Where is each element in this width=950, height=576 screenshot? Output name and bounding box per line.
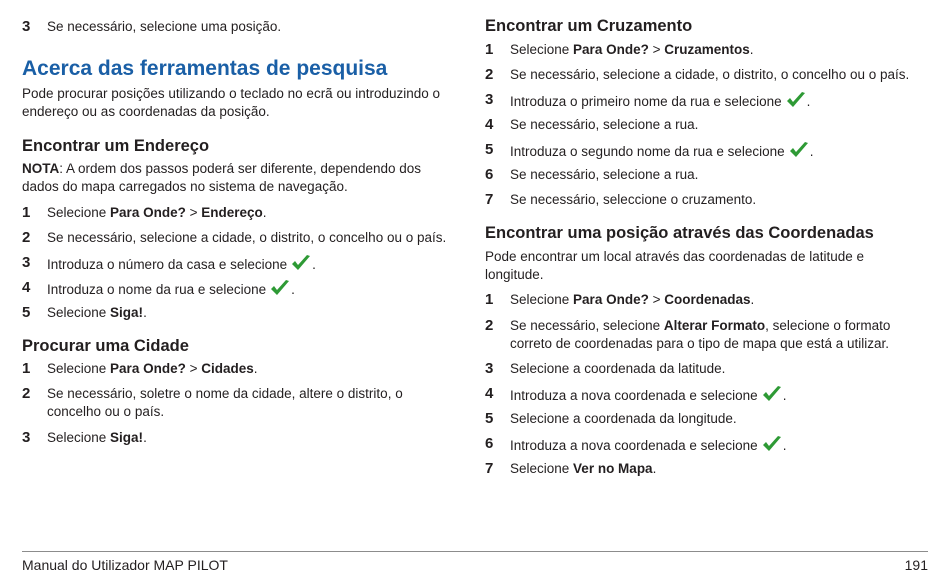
- menu-para-onde: Para Onde?: [573, 292, 649, 307]
- coordinates-step-7: [485, 460, 656, 478]
- coordinates-step-3: [485, 360, 725, 378]
- coordinates-intro: Pode encontrar um local através das coordenadas de latitude e longitude.: [485, 249, 864, 282]
- step-number: 3: [485, 91, 494, 108]
- step-text: Selecione a coordenada da latitude.: [510, 361, 726, 376]
- separator: >: [185, 361, 202, 376]
- step-number: 3: [485, 360, 494, 377]
- menu-para-onde: Para Onde?: [110, 205, 186, 220]
- punct: .: [253, 361, 258, 376]
- punct: .: [809, 144, 814, 159]
- step-number: 2: [485, 317, 494, 334]
- step-text: Se necessário, selecione a rua.: [510, 167, 699, 182]
- step-number: 4: [485, 385, 494, 402]
- step-text: Introduza o nome da rua e selecione: [47, 282, 267, 297]
- step-text: Selecione: [47, 430, 111, 445]
- punct: .: [750, 292, 755, 307]
- city-step-1: [22, 360, 258, 378]
- step-number: 3: [22, 18, 31, 35]
- punct: .: [782, 388, 787, 403]
- step-text: Introduza o segundo nome da rua e selecione: [510, 144, 785, 159]
- address-note: [22, 160, 452, 196]
- step-number: 5: [485, 141, 494, 158]
- coordinates-step-2: [485, 317, 925, 353]
- step-text: Se necessário, selecione a rua.: [510, 117, 699, 132]
- step-number: 4: [22, 279, 31, 296]
- step-text: Selecione: [47, 205, 111, 220]
- menu-siga: Siga!: [110, 305, 144, 320]
- city-title: Procurar uma Cidade: [22, 337, 189, 355]
- punct: .: [652, 461, 657, 476]
- intersection-step-1: [485, 41, 950, 59]
- punct: .: [312, 257, 316, 272]
- manual-title: Manual do Utilizador MAP PILOT: [22, 557, 228, 573]
- step-number: 3: [22, 254, 31, 271]
- punct: .: [262, 205, 267, 220]
- intersection-title: Encontrar um Cruzamento: [485, 17, 693, 35]
- step-text-rest: , selecione o formato correto de coordenadas para o tipo de mapa que está a utilizar.: [510, 318, 891, 351]
- step-text: Se necessário, selecione a cidade, o distrito, o concelho ou o país.: [47, 230, 447, 245]
- step-text: Se necessário, selecione uma posição.: [47, 19, 282, 34]
- step-text: Selecione: [47, 305, 111, 320]
- separator: >: [648, 42, 665, 57]
- step-text: Se necessário, selecione a cidade, o distrito, o concelho ou o país.: [510, 67, 910, 82]
- step-text: Selecione: [47, 361, 111, 376]
- page-number: 191: [904, 557, 928, 573]
- step-number: 7: [485, 460, 494, 477]
- step-text: Introduza a nova coordenada e selecione: [510, 438, 758, 453]
- address-step-3: [22, 254, 316, 274]
- menu-cruzamentos: Cruzamentos: [664, 42, 750, 57]
- step-number: 2: [485, 66, 494, 83]
- menu-endereco: Endereço: [201, 205, 263, 220]
- step-text: Se necessário, seleccione o cruzamento.: [510, 192, 757, 207]
- step-number: 5: [22, 304, 31, 321]
- intersection-step-4: [485, 116, 698, 134]
- punct: .: [749, 42, 754, 57]
- step-number: 1: [22, 360, 31, 377]
- step-number: 2: [22, 385, 31, 402]
- checkmark-icon: [761, 435, 783, 453]
- menu-cidades: Cidades: [201, 361, 254, 376]
- coordinates-step-1: [485, 291, 950, 309]
- step-number: 1: [485, 291, 494, 308]
- step-number: 2: [22, 229, 31, 246]
- step-text: Selecione: [510, 461, 574, 476]
- city-step-2: [22, 385, 437, 421]
- note-label: NOTA: [22, 161, 60, 176]
- menu-para-onde: Para Onde?: [573, 42, 649, 57]
- address-title: Encontrar um Endereço: [22, 137, 210, 155]
- address-step-2: [22, 229, 487, 247]
- page-footer: [22, 551, 928, 574]
- step-text: Se necessário, selecione: [510, 318, 664, 333]
- intersection-step-6: [485, 166, 698, 184]
- step-text: Introduza a nova coordenada e selecione: [510, 388, 758, 403]
- step-number: 1: [485, 41, 494, 58]
- step-number: 4: [485, 116, 494, 133]
- step-number: 3: [22, 429, 31, 446]
- punct: .: [782, 438, 787, 453]
- menu-coordenadas: Coordenadas: [664, 292, 751, 307]
- checkmark-icon: [761, 385, 783, 403]
- step-number: 1: [22, 204, 31, 221]
- step-text: Introduza o primeiro nome da rua e selecione: [510, 94, 782, 109]
- section-intro: Pode procurar posições utilizando o teclado no ecrã ou introduzindo o endereço ou as coordenadas da posição.: [22, 86, 441, 119]
- city-step-3: [22, 429, 147, 447]
- checkmark-icon: [788, 141, 810, 159]
- top-step: [22, 18, 281, 36]
- step-text: Selecione: [510, 292, 574, 307]
- step-number: 5: [485, 410, 494, 427]
- coordinates-step-6: [485, 435, 950, 455]
- coordinates-step-4: [485, 385, 950, 405]
- coordinates-title: Encontrar uma posição através das Coordenadas: [485, 224, 874, 242]
- coordinates-step-5: [485, 410, 737, 428]
- menu-ver-no-mapa: Ver no Mapa: [573, 461, 653, 476]
- address-step-1: [22, 204, 267, 222]
- step-number: 7: [485, 191, 494, 208]
- intersection-step-7: [485, 191, 756, 209]
- checkmark-icon: [269, 279, 291, 297]
- menu-alterar-formato: Alterar Formato: [663, 318, 766, 333]
- punct: .: [291, 282, 295, 297]
- checkmark-icon: [785, 91, 807, 109]
- intersection-step-5: [485, 141, 950, 161]
- step-text: Selecione a coordenada da longitude.: [510, 411, 737, 426]
- menu-para-onde: Para Onde?: [110, 361, 186, 376]
- section-title: Acerca das ferramentas de pesquisa: [22, 57, 388, 80]
- step-number: 6: [485, 166, 494, 183]
- address-step-4: [22, 279, 295, 299]
- step-number: 6: [485, 435, 494, 452]
- separator: >: [648, 292, 665, 307]
- intersection-step-2: [485, 66, 950, 84]
- punct: .: [143, 305, 147, 320]
- address-step-5: [22, 304, 147, 322]
- step-text: Selecione: [510, 42, 574, 57]
- note-text: : A ordem dos passos poderá ser diferente, dependendo dos dados do mapa carregados no sistema de navegação.: [22, 161, 422, 194]
- punct: .: [143, 430, 147, 445]
- separator: >: [185, 205, 202, 220]
- intersection-step-3: [485, 91, 950, 111]
- step-text: Se necessário, soletre o nome da cidade, altere o distrito, o concelho ou o país.: [47, 386, 403, 419]
- punct: .: [806, 94, 811, 109]
- step-text: Introduza o número da casa e selecione: [47, 257, 288, 272]
- menu-siga: Siga!: [110, 430, 144, 445]
- checkmark-icon: [290, 254, 312, 272]
